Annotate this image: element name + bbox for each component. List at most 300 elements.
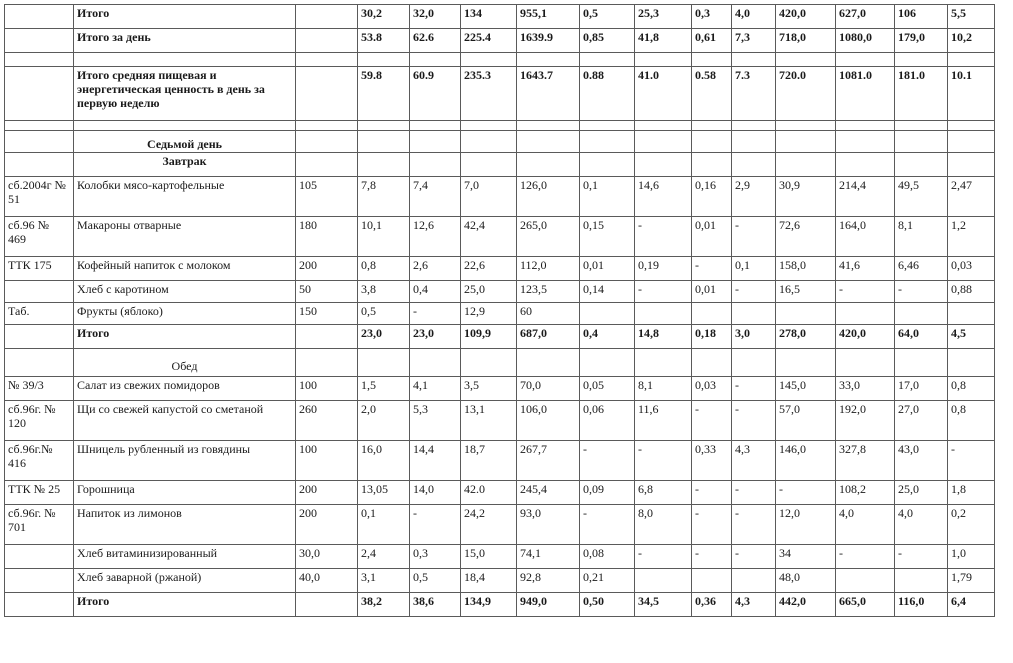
cell-iron: 0,03 [948, 257, 995, 281]
table-row [5, 131, 995, 153]
cell-phosphorus: 108,2 [836, 481, 895, 505]
cell-magnesium [895, 53, 948, 67]
cell-yield: 100 [296, 377, 358, 401]
cell-vit-a: 0,18 [692, 325, 732, 349]
cell-dish: Кофейный напиток с молоком [74, 257, 296, 281]
cell-vit-e: - [732, 505, 776, 545]
cell-yield [296, 349, 358, 377]
cell-carbs [461, 349, 517, 377]
cell-protein: 38,2 [358, 593, 410, 617]
cell-vit-a [692, 303, 732, 325]
cell-vit-b1 [580, 131, 635, 153]
cell-vit-e [732, 53, 776, 67]
cell-magnesium: 64,0 [895, 325, 948, 349]
cell-protein: 10,1 [358, 217, 410, 257]
cell-energy [517, 131, 580, 153]
cell-fat: 12,6 [410, 217, 461, 257]
cell-energy: 93,0 [517, 505, 580, 545]
cell-yield [296, 593, 358, 617]
cell-phosphorus [836, 349, 895, 377]
cell-dish [74, 53, 296, 67]
cell-energy: 106,0 [517, 401, 580, 441]
cell-dish: Салат из свежих помидоров [74, 377, 296, 401]
cell-iron [948, 131, 995, 153]
cell-magnesium: - [895, 545, 948, 569]
cell-vit-a [692, 53, 732, 67]
cell-vit-c [635, 569, 692, 593]
cell-magnesium: 25,0 [895, 481, 948, 505]
cell-calcium: 278,0 [776, 325, 836, 349]
cell-phosphorus [836, 53, 895, 67]
cell-phosphorus: 665,0 [836, 593, 895, 617]
cell-vit-c: 14,8 [635, 325, 692, 349]
cell-protein: 0,8 [358, 257, 410, 281]
cell-magnesium: 43,0 [895, 441, 948, 481]
cell-code [5, 67, 74, 121]
cell-vit-c: 0,19 [635, 257, 692, 281]
cell-vit-c [635, 349, 692, 377]
cell-phosphorus: - [836, 545, 895, 569]
cell-energy: 245,4 [517, 481, 580, 505]
cell-phosphorus [836, 153, 895, 177]
cell-protein: 1,5 [358, 377, 410, 401]
cell-magnesium: - [895, 281, 948, 303]
cell-energy [517, 153, 580, 177]
cell-protein: 2,4 [358, 545, 410, 569]
cell-carbs: 13,1 [461, 401, 517, 441]
cell-carbs: 12,9 [461, 303, 517, 325]
cell-vit-b1: - [580, 505, 635, 545]
cell-carbs: 109,9 [461, 325, 517, 349]
cell-dish: Итого [74, 593, 296, 617]
cell-energy: 74,1 [517, 545, 580, 569]
cell-code: ТТК 175 [5, 257, 74, 281]
cell-code [5, 131, 74, 153]
cell-iron [948, 53, 995, 67]
cell-dish: Обед [74, 349, 296, 377]
nutrition-table [4, 4, 995, 617]
cell-vit-c: - [635, 217, 692, 257]
table-row [5, 5, 995, 29]
cell-vit-b1: 0,05 [580, 377, 635, 401]
cell-energy [517, 121, 580, 131]
cell-protein [358, 121, 410, 131]
cell-vit-b1 [580, 303, 635, 325]
cell-code: сб.2004г № 51 [5, 177, 74, 217]
cell-magnesium: 181.0 [895, 67, 948, 121]
cell-vit-c: 11,6 [635, 401, 692, 441]
cell-protein: 53.8 [358, 29, 410, 53]
cell-magnesium: 106 [895, 5, 948, 29]
cell-magnesium: 6,46 [895, 257, 948, 281]
cell-vit-c: 8,1 [635, 377, 692, 401]
cell-calcium: 16,5 [776, 281, 836, 303]
cell-vit-a [692, 121, 732, 131]
cell-protein [358, 131, 410, 153]
cell-magnesium: 4,0 [895, 505, 948, 545]
cell-yield: 200 [296, 505, 358, 545]
cell-carbs: 42,4 [461, 217, 517, 257]
cell-calcium: 158,0 [776, 257, 836, 281]
cell-iron [948, 121, 995, 131]
cell-phosphorus: 164,0 [836, 217, 895, 257]
cell-energy [517, 349, 580, 377]
cell-vit-c: 41,8 [635, 29, 692, 53]
cell-magnesium: 17,0 [895, 377, 948, 401]
cell-code: № 39/3 [5, 377, 74, 401]
cell-phosphorus: 1080,0 [836, 29, 895, 53]
cell-dish: Горошница [74, 481, 296, 505]
cell-iron: 0,88 [948, 281, 995, 303]
cell-carbs: 42.0 [461, 481, 517, 505]
cell-code [5, 121, 74, 131]
cell-vit-e: - [732, 401, 776, 441]
cell-vit-b1: 0,5 [580, 5, 635, 29]
cell-energy: 1639.9 [517, 29, 580, 53]
cell-magnesium [895, 153, 948, 177]
cell-protein: 0,1 [358, 505, 410, 545]
cell-protein: 23,0 [358, 325, 410, 349]
cell-dish: Хлеб заварной (ржаной) [74, 569, 296, 593]
cell-vit-a: - [692, 257, 732, 281]
cell-magnesium [895, 131, 948, 153]
cell-fat: 0,3 [410, 545, 461, 569]
cell-magnesium: 8,1 [895, 217, 948, 257]
cell-vit-b1: 0,14 [580, 281, 635, 303]
cell-iron: 1,0 [948, 545, 995, 569]
cell-carbs [461, 53, 517, 67]
cell-yield: 150 [296, 303, 358, 325]
cell-vit-b1: 0,50 [580, 593, 635, 617]
cell-iron: 0,8 [948, 377, 995, 401]
cell-vit-a [692, 349, 732, 377]
cell-dish: Фрукты (яблоко) [74, 303, 296, 325]
cell-vit-b1: - [580, 441, 635, 481]
cell-protein [358, 53, 410, 67]
cell-vit-c [635, 153, 692, 177]
cell-fat: 23,0 [410, 325, 461, 349]
cell-calcium: 48,0 [776, 569, 836, 593]
cell-vit-e [732, 131, 776, 153]
cell-fat: 32,0 [410, 5, 461, 29]
cell-dish: Хлеб витаминизированный [74, 545, 296, 569]
cell-iron: 5,5 [948, 5, 995, 29]
cell-carbs: 235.3 [461, 67, 517, 121]
cell-yield [296, 67, 358, 121]
cell-vit-b1: 0,1 [580, 177, 635, 217]
cell-dish: Хлеб с каротином [74, 281, 296, 303]
cell-carbs: 24,2 [461, 505, 517, 545]
cell-phosphorus: - [836, 281, 895, 303]
cell-calcium: 146,0 [776, 441, 836, 481]
cell-carbs: 15,0 [461, 545, 517, 569]
cell-vit-c: 14,6 [635, 177, 692, 217]
cell-vit-e [732, 303, 776, 325]
cell-vit-e: 7,3 [732, 29, 776, 53]
cell-vit-a [692, 153, 732, 177]
cell-carbs: 225.4 [461, 29, 517, 53]
cell-vit-e: - [732, 481, 776, 505]
cell-iron: 10.1 [948, 67, 995, 121]
cell-carbs [461, 121, 517, 131]
cell-carbs: 25,0 [461, 281, 517, 303]
cell-magnesium [895, 303, 948, 325]
cell-code [5, 53, 74, 67]
cell-vit-c [635, 53, 692, 67]
cell-vit-a: 0,61 [692, 29, 732, 53]
cell-protein: 0,5 [358, 303, 410, 325]
cell-fat: 14,4 [410, 441, 461, 481]
cell-calcium: 420,0 [776, 5, 836, 29]
cell-magnesium: 27,0 [895, 401, 948, 441]
table-row [5, 401, 995, 441]
cell-calcium [776, 53, 836, 67]
cell-iron: 1,79 [948, 569, 995, 593]
cell-yield [296, 53, 358, 67]
cell-iron: 10,2 [948, 29, 995, 53]
cell-energy: 60 [517, 303, 580, 325]
cell-vit-c [635, 131, 692, 153]
cell-code [5, 153, 74, 177]
cell-vit-e: 4,3 [732, 441, 776, 481]
cell-carbs: 18,4 [461, 569, 517, 593]
cell-calcium [776, 349, 836, 377]
cell-yield: 105 [296, 177, 358, 217]
cell-iron: 1,8 [948, 481, 995, 505]
cell-phosphorus [836, 131, 895, 153]
cell-vit-a: 0,33 [692, 441, 732, 481]
cell-fat: - [410, 303, 461, 325]
cell-phosphorus: 1081.0 [836, 67, 895, 121]
cell-vit-a: 0,36 [692, 593, 732, 617]
cell-fat: 60.9 [410, 67, 461, 121]
cell-fat: 5,3 [410, 401, 461, 441]
cell-yield [296, 29, 358, 53]
cell-iron: 2,47 [948, 177, 995, 217]
cell-vit-a: - [692, 481, 732, 505]
cell-fat: 38,6 [410, 593, 461, 617]
cell-fat [410, 349, 461, 377]
cell-vit-c: 41.0 [635, 67, 692, 121]
cell-calcium: 34 [776, 545, 836, 569]
cell-energy: 123,5 [517, 281, 580, 303]
cell-vit-b1: 0,15 [580, 217, 635, 257]
cell-fat: 2,6 [410, 257, 461, 281]
cell-vit-c [635, 303, 692, 325]
cell-carbs: 7,0 [461, 177, 517, 217]
cell-protein: 2,0 [358, 401, 410, 441]
cell-energy: 687,0 [517, 325, 580, 349]
cell-iron: 6,4 [948, 593, 995, 617]
table-row [5, 53, 995, 67]
cell-vit-c: 8,0 [635, 505, 692, 545]
cell-fat: 0,4 [410, 281, 461, 303]
cell-fat: 14,0 [410, 481, 461, 505]
cell-energy: 126,0 [517, 177, 580, 217]
cell-calcium: 57,0 [776, 401, 836, 441]
cell-calcium: 30,9 [776, 177, 836, 217]
cell-code [5, 5, 74, 29]
cell-vit-e: - [732, 281, 776, 303]
table-row [5, 29, 995, 53]
cell-carbs: 3,5 [461, 377, 517, 401]
cell-vit-a: 0,01 [692, 281, 732, 303]
cell-carbs [461, 153, 517, 177]
table-row [5, 257, 995, 281]
cell-vit-e [732, 569, 776, 593]
cell-vit-e: 7.3 [732, 67, 776, 121]
cell-phosphorus [836, 121, 895, 131]
cell-vit-c: 6,8 [635, 481, 692, 505]
cell-carbs [461, 131, 517, 153]
cell-fat: 0,5 [410, 569, 461, 593]
cell-calcium [776, 131, 836, 153]
cell-energy: 92,8 [517, 569, 580, 593]
cell-magnesium [895, 349, 948, 377]
cell-protein: 13,05 [358, 481, 410, 505]
cell-carbs: 22,6 [461, 257, 517, 281]
table-row [5, 593, 995, 617]
cell-yield [296, 325, 358, 349]
cell-vit-a: 0,3 [692, 5, 732, 29]
cell-vit-b1: 0,08 [580, 545, 635, 569]
cell-protein [358, 349, 410, 377]
cell-vit-c: - [635, 441, 692, 481]
cell-vit-b1: 0,06 [580, 401, 635, 441]
cell-yield [296, 131, 358, 153]
table-row [5, 569, 995, 593]
cell-iron [948, 303, 995, 325]
cell-fat [410, 53, 461, 67]
cell-vit-a: 0.58 [692, 67, 732, 121]
cell-code [5, 349, 74, 377]
table-row [5, 481, 995, 505]
cell-fat: - [410, 505, 461, 545]
table-row [5, 303, 995, 325]
cell-iron: 0,8 [948, 401, 995, 441]
cell-carbs: 134,9 [461, 593, 517, 617]
cell-energy: 1643.7 [517, 67, 580, 121]
cell-vit-c: 25,3 [635, 5, 692, 29]
cell-vit-a: 0,03 [692, 377, 732, 401]
cell-code [5, 281, 74, 303]
cell-carbs: 18,7 [461, 441, 517, 481]
cell-code [5, 545, 74, 569]
cell-phosphorus: 33,0 [836, 377, 895, 401]
cell-phosphorus [836, 303, 895, 325]
cell-vit-e: 3,0 [732, 325, 776, 349]
cell-vit-e: - [732, 377, 776, 401]
cell-vit-b1: 0,09 [580, 481, 635, 505]
cell-fat [410, 121, 461, 131]
cell-yield: 200 [296, 481, 358, 505]
cell-iron: 4,5 [948, 325, 995, 349]
cell-vit-e [732, 121, 776, 131]
cell-code: сб.96 № 469 [5, 217, 74, 257]
cell-phosphorus [836, 569, 895, 593]
table-row [5, 505, 995, 545]
cell-yield: 30,0 [296, 545, 358, 569]
cell-vit-b1: 0,4 [580, 325, 635, 349]
cell-protein: 7,8 [358, 177, 410, 217]
cell-vit-a: 0,16 [692, 177, 732, 217]
cell-protein: 3,1 [358, 569, 410, 593]
cell-yield: 50 [296, 281, 358, 303]
table-row [5, 153, 995, 177]
cell-vit-b1 [580, 153, 635, 177]
cell-vit-b1: 0,21 [580, 569, 635, 593]
cell-energy: 70,0 [517, 377, 580, 401]
cell-protein: 16,0 [358, 441, 410, 481]
table-row [5, 177, 995, 217]
cell-vit-e: 4,3 [732, 593, 776, 617]
cell-iron: - [948, 441, 995, 481]
cell-energy: 955,1 [517, 5, 580, 29]
cell-calcium: 718,0 [776, 29, 836, 53]
cell-vit-e: 2,9 [732, 177, 776, 217]
cell-iron [948, 153, 995, 177]
cell-phosphorus: 192,0 [836, 401, 895, 441]
cell-protein [358, 153, 410, 177]
cell-phosphorus: 327,8 [836, 441, 895, 481]
cell-energy: 267,7 [517, 441, 580, 481]
cell-dish: Завтрак [74, 153, 296, 177]
cell-vit-b1: 0,85 [580, 29, 635, 53]
cell-vit-b1 [580, 121, 635, 131]
cell-code [5, 325, 74, 349]
table-row [5, 441, 995, 481]
table-row [5, 545, 995, 569]
cell-magnesium: 116,0 [895, 593, 948, 617]
cell-energy [517, 53, 580, 67]
cell-vit-a [692, 131, 732, 153]
cell-vit-b1: 0,01 [580, 257, 635, 281]
cell-code: сб.96г. № 701 [5, 505, 74, 545]
cell-vit-e [732, 153, 776, 177]
table-row [5, 325, 995, 349]
cell-dish: Итого средняя пищевая и энергетическая ценность в день за первую неделю [74, 67, 296, 121]
cell-vit-a: - [692, 401, 732, 441]
cell-vit-a [692, 569, 732, 593]
cell-dish: Напиток из лимонов [74, 505, 296, 545]
cell-code: сб.96г. № 120 [5, 401, 74, 441]
cell-vit-a: - [692, 545, 732, 569]
table-row [5, 281, 995, 303]
cell-calcium: 72,6 [776, 217, 836, 257]
cell-fat: 7,4 [410, 177, 461, 217]
cell-magnesium [895, 121, 948, 131]
cell-yield [296, 5, 358, 29]
cell-energy: 265,0 [517, 217, 580, 257]
cell-vit-e: - [732, 545, 776, 569]
cell-protein: 30,2 [358, 5, 410, 29]
table-row [5, 121, 995, 131]
cell-vit-e: - [732, 217, 776, 257]
cell-phosphorus: 4,0 [836, 505, 895, 545]
cell-calcium: 145,0 [776, 377, 836, 401]
cell-code: ТТК № 25 [5, 481, 74, 505]
cell-fat [410, 153, 461, 177]
cell-code [5, 593, 74, 617]
cell-iron: 1,2 [948, 217, 995, 257]
cell-fat: 4,1 [410, 377, 461, 401]
cell-magnesium: 179,0 [895, 29, 948, 53]
cell-yield: 200 [296, 257, 358, 281]
cell-dish: Щи со свежей капустой со сметаной [74, 401, 296, 441]
cell-iron [948, 349, 995, 377]
cell-calcium [776, 121, 836, 131]
cell-yield: 40,0 [296, 569, 358, 593]
